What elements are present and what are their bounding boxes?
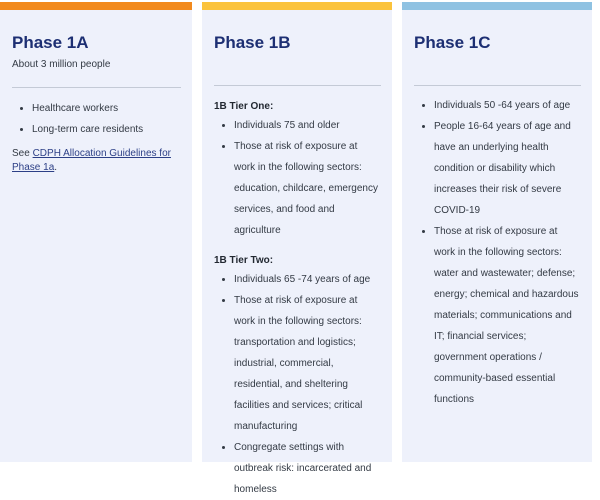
list-item: • Individuals 75 and older xyxy=(234,115,381,136)
list-item: • Those at risk of exposure at work in the following sectors: education, childcare, emergency services, and food and agriculture xyxy=(234,136,381,241)
phase-1b-title: Phase 1B xyxy=(214,33,291,52)
list-item: • Congregate settings with outbreak risk: incarcerated and homeless xyxy=(234,437,381,500)
list-item: • Individuals 65 -74 years of age xyxy=(234,269,381,290)
phase-1b-divider xyxy=(214,85,381,86)
phase-1c-card xyxy=(402,2,592,462)
phase-1c-list xyxy=(414,95,581,410)
list-item: • Those at risk of exposure at work in the following sectors: water and wastewater; defense; energy; chemical and hazardous materials; communications and IT; financial services; government operations / community-based essential functions xyxy=(434,221,581,410)
phase-1b-color-bar xyxy=(202,2,392,10)
list-item: • Individuals 50 -64 years of age xyxy=(434,95,581,116)
phase-1a-card xyxy=(0,2,192,462)
note-prefix: See xyxy=(12,148,33,159)
list-item: • Healthcare workers xyxy=(32,98,181,119)
phase-1a-title: Phase 1A xyxy=(12,33,89,52)
phase-1c-divider xyxy=(414,85,581,86)
phase-1a-note xyxy=(12,147,181,175)
tier-one-heading: 1B Tier One: xyxy=(214,101,274,112)
note-suffix: . xyxy=(54,162,58,173)
phase-1b-card xyxy=(202,2,392,495)
list-item: • Long-term care residents xyxy=(32,119,181,140)
tier-one-list xyxy=(214,115,381,241)
phase-1a-divider xyxy=(12,87,181,88)
list-item: • People 16-64 years of age and have an underlying health condition or disability which increases their risk of severe COVID-19 xyxy=(434,116,581,221)
list-item: • Those at risk of exposure at work in the following sectors: transportation and logistics; industrial, commercial, residential, and sheltering facilities and services; critical manufacturing xyxy=(234,290,381,437)
phase-1c-color-bar xyxy=(402,2,592,10)
phase-1a-subtitle: About 3 million people xyxy=(12,59,111,70)
phase-1a-color-bar xyxy=(0,2,192,10)
phase-1a-list xyxy=(12,98,181,140)
phase-1c-title: Phase 1C xyxy=(414,33,491,52)
tier-two-list xyxy=(214,269,381,500)
cdph-guidelines-link[interactable]: CDPH Allocation Guidelines for Phase 1a xyxy=(12,148,171,173)
tier-two-heading: 1B Tier Two: xyxy=(214,255,274,266)
